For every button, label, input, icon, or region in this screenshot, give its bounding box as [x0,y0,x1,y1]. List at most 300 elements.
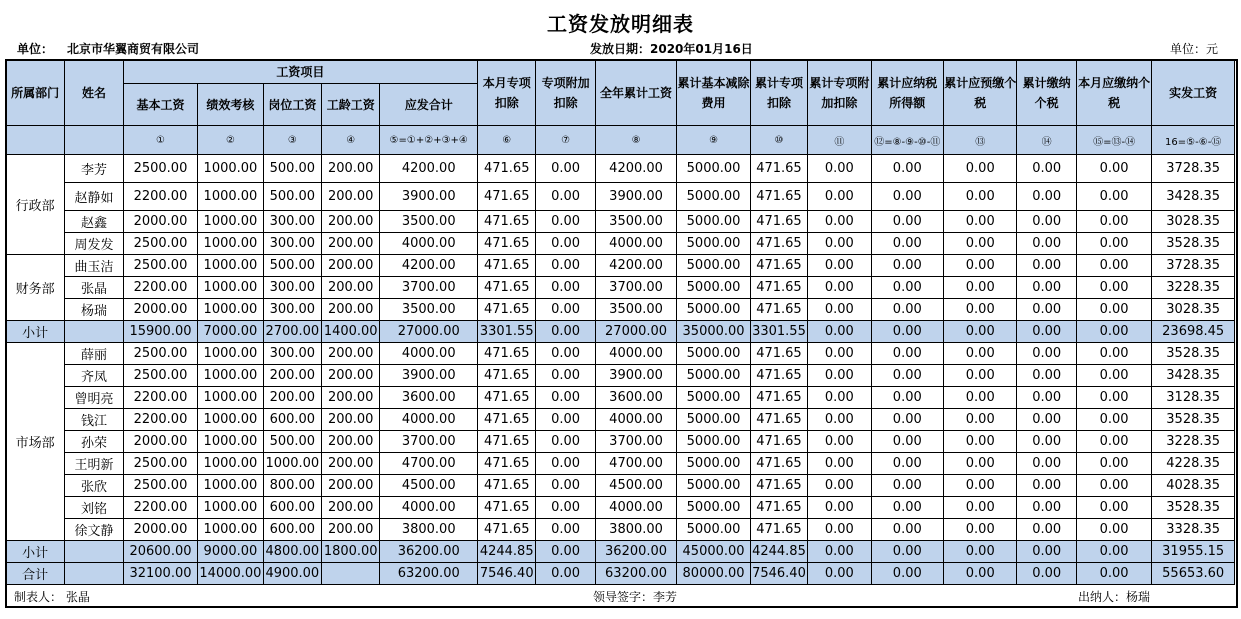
issue-date: 2020年01月16日 [650,42,753,56]
value-cell: 0.00 [1017,183,1076,211]
summary-value: 31955.15 [1152,541,1235,563]
summary-value: 4800.00 [263,541,321,563]
value-cell: 0.00 [536,183,595,211]
value-cell: 471.65 [478,233,536,255]
summary-value: 1400.00 [322,321,380,343]
value-cell: 3028.35 [1152,211,1235,233]
value-cell: 471.65 [478,255,536,277]
company-name: 北京市华翼商贸有限公司 [67,42,200,56]
value-cell: 3600.00 [380,387,478,409]
value-cell: 3700.00 [380,277,478,299]
value-cell: 0.00 [808,343,871,365]
value-cell: 0.00 [944,233,1017,255]
summary-value: 2700.00 [263,321,321,343]
value-cell: 0.00 [1076,255,1151,277]
value-cell: 3900.00 [380,365,478,387]
summary-value: 4244.85 [750,541,807,563]
value-cell: 3528.35 [1152,409,1235,431]
value-cell: 5000.00 [677,211,750,233]
value-cell: 500.00 [263,155,321,183]
header-extra-deduct: 专项附加扣除 [536,60,595,126]
header-cum-deduct: 累计专项扣除 [750,60,807,126]
value-cell: 200.00 [263,387,321,409]
value-cell: 2200.00 [123,183,197,211]
value-cell: 0.00 [944,387,1017,409]
employee-name: 徐文静 [65,519,123,541]
value-cell: 0.00 [871,497,943,519]
summary-value: 0.00 [1017,541,1076,563]
value-cell: 4700.00 [595,453,677,475]
formula-cell: ⑭ [1017,126,1076,155]
value-cell: 0.00 [1017,497,1076,519]
table-row [6,255,1235,277]
summary-value: 0.00 [944,541,1017,563]
value-cell: 471.65 [750,431,807,453]
header-prepaid: 累计应预缴个税 [944,60,1017,126]
table-row [6,387,1235,409]
value-cell: 0.00 [871,155,943,183]
value-cell: 471.65 [478,519,536,541]
value-cell: 3800.00 [380,519,478,541]
value-cell: 471.65 [478,431,536,453]
employee-name: 曲玉洁 [65,255,123,277]
value-cell: 0.00 [1076,387,1151,409]
employee-name: 赵静如 [65,183,123,211]
value-cell: 4000.00 [595,343,677,365]
value-cell: 0.00 [808,183,871,211]
employee-name: 曾明亮 [65,387,123,409]
value-cell: 471.65 [750,211,807,233]
summary-value: 4244.85 [478,541,536,563]
value-cell: 0.00 [1017,343,1076,365]
value-cell: 0.00 [944,255,1017,277]
table-row [6,497,1235,519]
summary-value: 27000.00 [595,321,677,343]
value-cell: 4000.00 [595,497,677,519]
value-cell: 200.00 [322,233,380,255]
summary-value: 0.00 [871,541,943,563]
salary-table-body [6,60,1235,585]
value-cell: 0.00 [1017,431,1076,453]
value-cell: 3800.00 [595,519,677,541]
value-cell: 0.00 [808,255,871,277]
value-cell: 200.00 [322,497,380,519]
value-cell: 600.00 [263,497,321,519]
summary-value: 7546.40 [750,563,807,585]
value-cell: 0.00 [944,519,1017,541]
value-cell: 2500.00 [123,155,197,183]
value-cell: 471.65 [750,497,807,519]
value-cell: 5000.00 [677,343,750,365]
value-cell: 200.00 [322,475,380,497]
value-cell: 3500.00 [380,299,478,321]
value-cell: 4500.00 [380,475,478,497]
footer-cashier: 出纳人：杨瑞 [1078,590,1151,604]
value-cell: 0.00 [536,453,595,475]
value-cell: 0.00 [944,453,1017,475]
value-cell: 0.00 [1076,155,1151,183]
value-cell: 0.00 [1076,497,1151,519]
value-cell: 500.00 [263,431,321,453]
value-cell: 0.00 [536,233,595,255]
value-cell: 2200.00 [123,277,197,299]
table-row [6,155,1235,183]
value-cell: 0.00 [1076,343,1151,365]
department-cell: 财务部 [6,255,65,321]
value-cell: 5000.00 [677,255,750,277]
value-cell: 471.65 [750,343,807,365]
value-cell: 0.00 [1076,211,1151,233]
value-cell: 0.00 [536,497,595,519]
employee-name: 赵鑫 [65,211,123,233]
summary-value: 0.00 [536,563,595,585]
value-cell: 0.00 [808,155,871,183]
value-cell: 4500.00 [595,475,677,497]
value-cell: 1000.00 [198,299,263,321]
value-cell: 2000.00 [123,299,197,321]
value-cell: 5000.00 [677,409,750,431]
summary-value: 0.00 [871,321,943,343]
employee-name: 李芳 [65,155,123,183]
value-cell: 471.65 [750,519,807,541]
value-cell: 2200.00 [123,409,197,431]
value-cell: 4028.35 [1152,475,1235,497]
value-cell: 0.00 [944,497,1017,519]
value-cell: 0.00 [1017,519,1076,541]
formula-cell: ② [198,126,263,155]
value-cell: 5000.00 [677,431,750,453]
value-cell: 200.00 [322,365,380,387]
value-cell: 200.00 [322,387,380,409]
summary-label: 合计 [6,563,65,585]
value-cell: 3528.35 [1152,343,1235,365]
summary-value: 3301.55 [478,321,536,343]
value-cell: 2500.00 [123,233,197,255]
value-cell: 0.00 [871,453,943,475]
value-cell: 471.65 [478,211,536,233]
value-cell: 471.65 [750,183,807,211]
value-cell: 471.65 [750,255,807,277]
table-row [6,277,1235,299]
value-cell: 3600.00 [595,387,677,409]
header-cum-extra: 累计专项附加扣除 [808,60,871,126]
formula-cell: ④ [322,126,380,155]
value-cell: 471.65 [478,387,536,409]
value-cell: 300.00 [263,233,321,255]
value-cell: 0.00 [536,277,595,299]
value-cell: 0.00 [808,497,871,519]
value-cell: 4200.00 [380,155,478,183]
value-cell: 0.00 [536,255,595,277]
value-cell: 3228.35 [1152,277,1235,299]
value-cell: 471.65 [478,497,536,519]
value-cell: 4000.00 [380,343,478,365]
value-cell: 0.00 [871,255,943,277]
value-cell: 2500.00 [123,255,197,277]
value-cell: 3228.35 [1152,431,1235,453]
value-cell: 471.65 [478,277,536,299]
value-cell: 1000.00 [198,183,263,211]
value-cell: 2000.00 [123,211,197,233]
value-cell: 0.00 [536,365,595,387]
value-cell: 471.65 [750,233,807,255]
value-cell: 471.65 [750,387,807,409]
value-cell: 3528.35 [1152,233,1235,255]
value-cell: 471.65 [750,277,807,299]
value-cell: 1000.00 [198,155,263,183]
summary-value: 0.00 [1017,321,1076,343]
header-seniority: 工龄工资 [322,84,380,126]
header-perf: 绩效考核 [198,84,263,126]
summary-value: 27000.00 [380,321,478,343]
subtotal-row [6,321,1235,343]
value-cell: 1000.00 [198,211,263,233]
header-net: 实发工资 [1152,60,1235,126]
value-cell: 2500.00 [123,365,197,387]
value-cell: 0.00 [808,211,871,233]
value-cell: 2200.00 [123,497,197,519]
header-monthly-deduct: 本月专项扣除 [478,60,536,126]
value-cell: 0.00 [808,431,871,453]
employee-name: 刘铭 [65,497,123,519]
table-row [6,409,1235,431]
value-cell: 471.65 [750,475,807,497]
value-cell: 1000.00 [198,453,263,475]
value-cell: 5000.00 [677,277,750,299]
summary-value: 9000.00 [198,541,263,563]
value-cell: 0.00 [1017,365,1076,387]
summary-value [65,541,123,563]
summary-value: 80000.00 [677,563,750,585]
value-cell: 0.00 [1076,431,1151,453]
value-cell: 2500.00 [123,343,197,365]
summary-value: 0.00 [1017,563,1076,585]
summary-value: 36200.00 [380,541,478,563]
value-cell: 5000.00 [677,453,750,475]
formula-cell: 16=⑤-⑥-⑮ [1152,126,1235,155]
header-gross: 应发合计 [380,84,478,126]
value-cell: 4000.00 [380,497,478,519]
value-cell: 3328.35 [1152,519,1235,541]
value-cell: 0.00 [871,519,943,541]
value-cell: 5000.00 [677,183,750,211]
value-cell: 3428.35 [1152,183,1235,211]
summary-value [65,563,123,585]
value-cell: 5000.00 [677,365,750,387]
employee-name: 周发发 [65,233,123,255]
value-cell: 0.00 [944,365,1017,387]
value-cell: 471.65 [750,155,807,183]
value-cell: 0.00 [944,183,1017,211]
value-cell: 0.00 [944,431,1017,453]
value-cell: 3728.35 [1152,255,1235,277]
header-dept: 所属部门 [6,60,65,126]
value-cell: 0.00 [944,155,1017,183]
value-cell: 3500.00 [595,299,677,321]
value-cell: 5000.00 [677,233,750,255]
value-cell: 0.00 [1017,387,1076,409]
value-cell: 3500.00 [595,211,677,233]
value-cell: 0.00 [1017,453,1076,475]
value-cell: 471.65 [750,365,807,387]
summary-value: 35000.00 [677,321,750,343]
value-cell: 0.00 [1076,519,1151,541]
value-cell: 1000.00 [198,409,263,431]
formula-cell: ⑨ [677,126,750,155]
value-cell: 0.00 [1017,299,1076,321]
employee-name: 杨瑞 [65,299,123,321]
summary-value: 23698.45 [1152,321,1235,343]
employee-name: 钱江 [65,409,123,431]
header-paid: 累计缴纳个税 [1017,60,1076,126]
employee-name: 齐凤 [65,365,123,387]
value-cell: 3700.00 [595,277,677,299]
unit-label: 单位： [17,42,54,56]
value-cell: 3728.35 [1152,155,1235,183]
value-cell: 0.00 [536,211,595,233]
value-cell: 2500.00 [123,475,197,497]
table-row [6,431,1235,453]
value-cell: 0.00 [1076,409,1151,431]
value-cell: 0.00 [1076,453,1151,475]
table-row [6,343,1235,365]
value-cell: 3700.00 [595,431,677,453]
employee-name: 孙荣 [65,431,123,453]
summary-value: 20600.00 [123,541,197,563]
employee-name: 薛丽 [65,343,123,365]
formula-cell: ⑤=①+②+③+④ [380,126,478,155]
value-cell: 300.00 [263,299,321,321]
value-cell: 5000.00 [677,475,750,497]
formula-cell: ③ [263,126,321,155]
value-cell: 2200.00 [123,387,197,409]
value-cell: 0.00 [808,453,871,475]
value-cell: 3028.35 [1152,299,1235,321]
value-cell: 0.00 [1076,299,1151,321]
value-cell: 0.00 [1017,255,1076,277]
value-cell: 0.00 [944,211,1017,233]
table-row [6,233,1235,255]
value-cell: 300.00 [263,211,321,233]
value-cell: 471.65 [750,453,807,475]
value-cell: 4000.00 [380,233,478,255]
value-cell: 0.00 [871,211,943,233]
value-cell: 5000.00 [677,387,750,409]
employee-name: 王明新 [65,453,123,475]
value-cell: 200.00 [322,211,380,233]
value-cell: 4200.00 [595,255,677,277]
formula-cell: ① [123,126,197,155]
value-cell: 0.00 [871,183,943,211]
formula-cell: ⑮=⑬-⑭ [1076,126,1151,155]
value-cell: 0.00 [1076,475,1151,497]
value-cell: 0.00 [536,475,595,497]
summary-value: 14000.00 [198,563,263,585]
value-cell: 471.65 [478,155,536,183]
value-cell: 3500.00 [380,211,478,233]
summary-value: 4900.00 [263,563,321,585]
summary-value: 0.00 [1076,321,1151,343]
summary-value: 0.00 [808,541,871,563]
value-cell: 0.00 [944,299,1017,321]
header-name: 姓名 [65,60,123,126]
value-cell: 0.00 [808,409,871,431]
summary-value: 0.00 [944,563,1017,585]
value-cell: 0.00 [1017,155,1076,183]
value-cell: 0.00 [871,409,943,431]
value-cell: 200.00 [322,255,380,277]
value-cell: 471.65 [478,453,536,475]
summary-value: 45000.00 [677,541,750,563]
table-row [6,299,1235,321]
value-cell: 0.00 [536,519,595,541]
value-cell: 471.65 [478,409,536,431]
value-cell: 1000.00 [198,431,263,453]
header-post: 岗位工资 [263,84,321,126]
value-cell: 5000.00 [677,155,750,183]
header-month-tax: 本月应缴纳个税 [1076,60,1151,126]
value-cell: 3900.00 [380,183,478,211]
header-basic-deduct: 累计基本减除费用 [677,60,750,126]
summary-value: 63200.00 [380,563,478,585]
summary-value: 0.00 [808,321,871,343]
table-row [6,453,1235,475]
total-row [6,563,1235,585]
value-cell: 800.00 [263,475,321,497]
date-label: 发放日期： [590,42,651,56]
value-cell: 0.00 [808,277,871,299]
value-cell: 0.00 [808,365,871,387]
summary-value: 1800.00 [322,541,380,563]
value-cell: 2000.00 [123,519,197,541]
value-cell: 0.00 [1017,277,1076,299]
value-cell: 200.00 [322,277,380,299]
value-cell: 0.00 [871,233,943,255]
value-cell: 500.00 [263,255,321,277]
value-cell: 471.65 [478,299,536,321]
value-cell: 471.65 [478,183,536,211]
value-cell: 1000.00 [198,255,263,277]
employee-name: 张欣 [65,475,123,497]
value-cell: 0.00 [808,387,871,409]
header-salary-group: 工资项目 [123,60,477,84]
value-cell: 1000.00 [198,233,263,255]
formula-blank [65,126,123,155]
formula-blank [6,126,65,155]
value-cell: 1000.00 [198,365,263,387]
table-row [6,519,1235,541]
value-cell: 2000.00 [123,431,197,453]
header-base: 基本工资 [123,84,197,126]
value-cell: 200.00 [263,365,321,387]
table-row [6,475,1235,497]
value-cell: 0.00 [536,431,595,453]
summary-label: 小计 [6,541,65,563]
value-cell: 0.00 [1076,365,1151,387]
value-cell: 3428.35 [1152,365,1235,387]
summary-value: 32100.00 [123,563,197,585]
summary-value: 0.00 [536,541,595,563]
value-cell: 471.65 [750,409,807,431]
value-cell: 1000.00 [198,387,263,409]
header-annual-salary: 全年累计工资 [595,60,677,126]
formula-cell: ⑪ [808,126,871,155]
value-cell: 500.00 [263,183,321,211]
formula-row [6,126,1235,155]
value-cell: 0.00 [871,387,943,409]
subtotal-row [6,541,1235,563]
formula-cell: ⑧ [595,126,677,155]
